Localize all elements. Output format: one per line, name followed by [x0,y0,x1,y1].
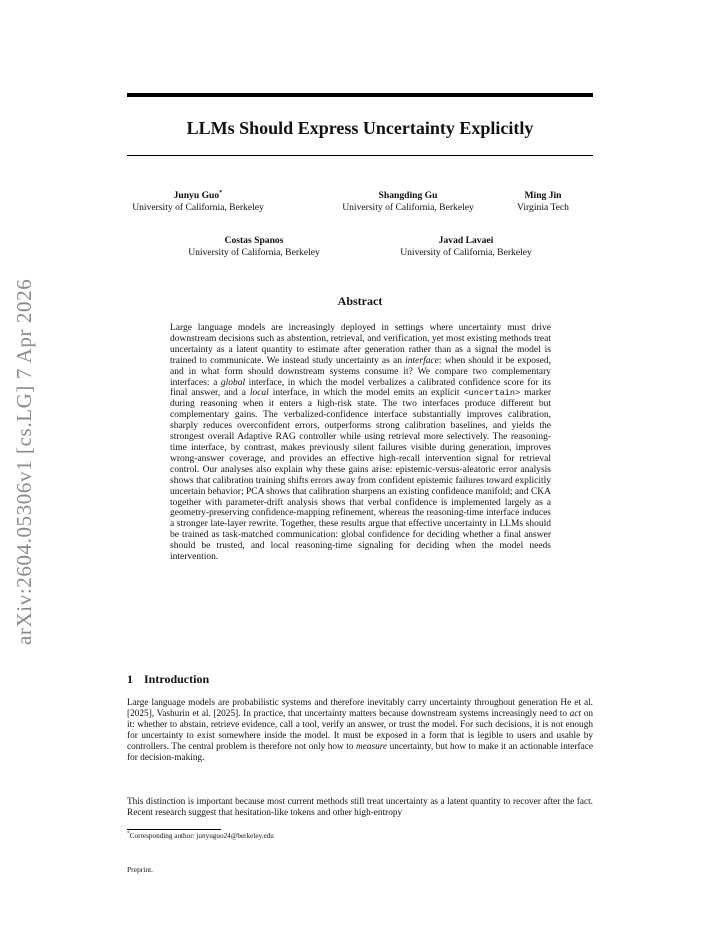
author-name: Javad Lavaei [438,235,494,246]
preprint-label: Preprint. [127,865,154,874]
title-rule-top [127,93,593,97]
arxiv-identifier: arXiv:2604.05306v1 [cs.LG] 7 Apr 2026 [12,278,36,645]
section-heading-introduction [127,672,209,687]
author-block [130,190,266,214]
author-block [166,235,342,259]
author-footnote-mark: * [219,188,223,196]
footnote: *Corresponding author: junyuguo24@berkeley.edu [127,830,274,840]
author-name: Ming Jin [524,190,562,201]
abstract-body: Large language models are increasingly deployed in settings where uncertainty must drive downstream decisions such as abstention, retrieval, and verification, yet most existing methods treat uncertainty as a latent quantity to estimate after generation rather than as a signal the model is trained to communicate. We instead study uncertainty as an interface: when should it be exposed, and in what form should downstream systems consume it? We compare two complementary interfaces: a global interface, in which the model verbalizes a calibrated confidence score for its final answer, and a local interface, in which the model emits an explicit <uncertain> marker during reasoning when it enters a high-risk state. The two interfaces produce different but complementary gains. The verbalized-confidence interface substantially improves calibration, sharply reduces overconfident errors, outperforms strong calibration baselines, and yields the strongest overall Adaptive RAG controller while using retrieval more selectively. The reasoning-time interface, by contrast, makes previously silent failures visible during generation, improves wrong-answer coverage, and provides an effective high-recall intervention signal for retrieval control. Our analyses also explain why these gains arise: epistemic-versus-aleatoric error analysis shows that calibration training shifts errors away from confident epistemic failures toward explicitly uncertain behavior; PCA shows that calibration sharpens an existing confidence manifold; and CKA together with parameter-drift analysis shows that verbal confidence is implemented largely as a geometry-preserving confidence-mapping refinement, whereas the reasoning-time interface induces a stronger late-layer rewrite. Together, these results argue that effective uncertainty in LLMs should be trained as task-matched communication: global confidence for deciding whether a final answer should be trusted, and local reasoning-time signaling for deciding when the model needs intervention. [170,323,551,563]
intro-paragraph-2: This distinction is important because most current methods still treat uncertainty as a latent quantity to recover after the fact. Recent research suggest that hesitation-like tokens and other high-entropy [127,797,593,818]
author-name: Shangding Gu [378,190,438,201]
abstract-heading: Abstract [337,294,383,308]
paper-title: LLMs Should Express Uncertainty Explicitly [186,118,534,138]
author-block [320,190,496,214]
section-number: 1 [127,672,133,686]
author-affiliation: University of California, Berkeley [342,202,474,213]
author-affiliation: University of California, Berkeley [400,247,532,258]
author-name: Junyu Guo* [173,188,223,201]
uncertain-marker-code: <uncertain> [463,388,521,399]
author-affiliation: Virginia Tech [517,202,569,213]
author-affiliation: University of California, Berkeley [132,202,264,213]
intro-paragraph-1: Large language models are probabilistic systems and therefore inevitably carry uncertainty throughout generation He et al. [2025], Vashurin et al. [2025]. In practice, that uncertainty matters because downstream systems increasingly need to act on it: whether to abstain, retrieve evidence, call a tool, verify an answer, or trust the model. For such decisions, it is not enough for uncertainty to exist somewhere inside the model. It must be exposed in a form that is legible to users and usable by controllers. The central problem is therefore not only how to measure uncertainty, but how to make it an actionable interface for decision-making. [127,698,593,763]
author-affiliation: University of California, Berkeley [188,247,320,258]
author-block [378,235,554,259]
footnote-rule [127,829,221,830]
section-title: Introduction [144,672,210,686]
author-name: Costas Spanos [224,235,284,246]
author-block [503,190,583,214]
title-rule-bottom [127,155,593,156]
